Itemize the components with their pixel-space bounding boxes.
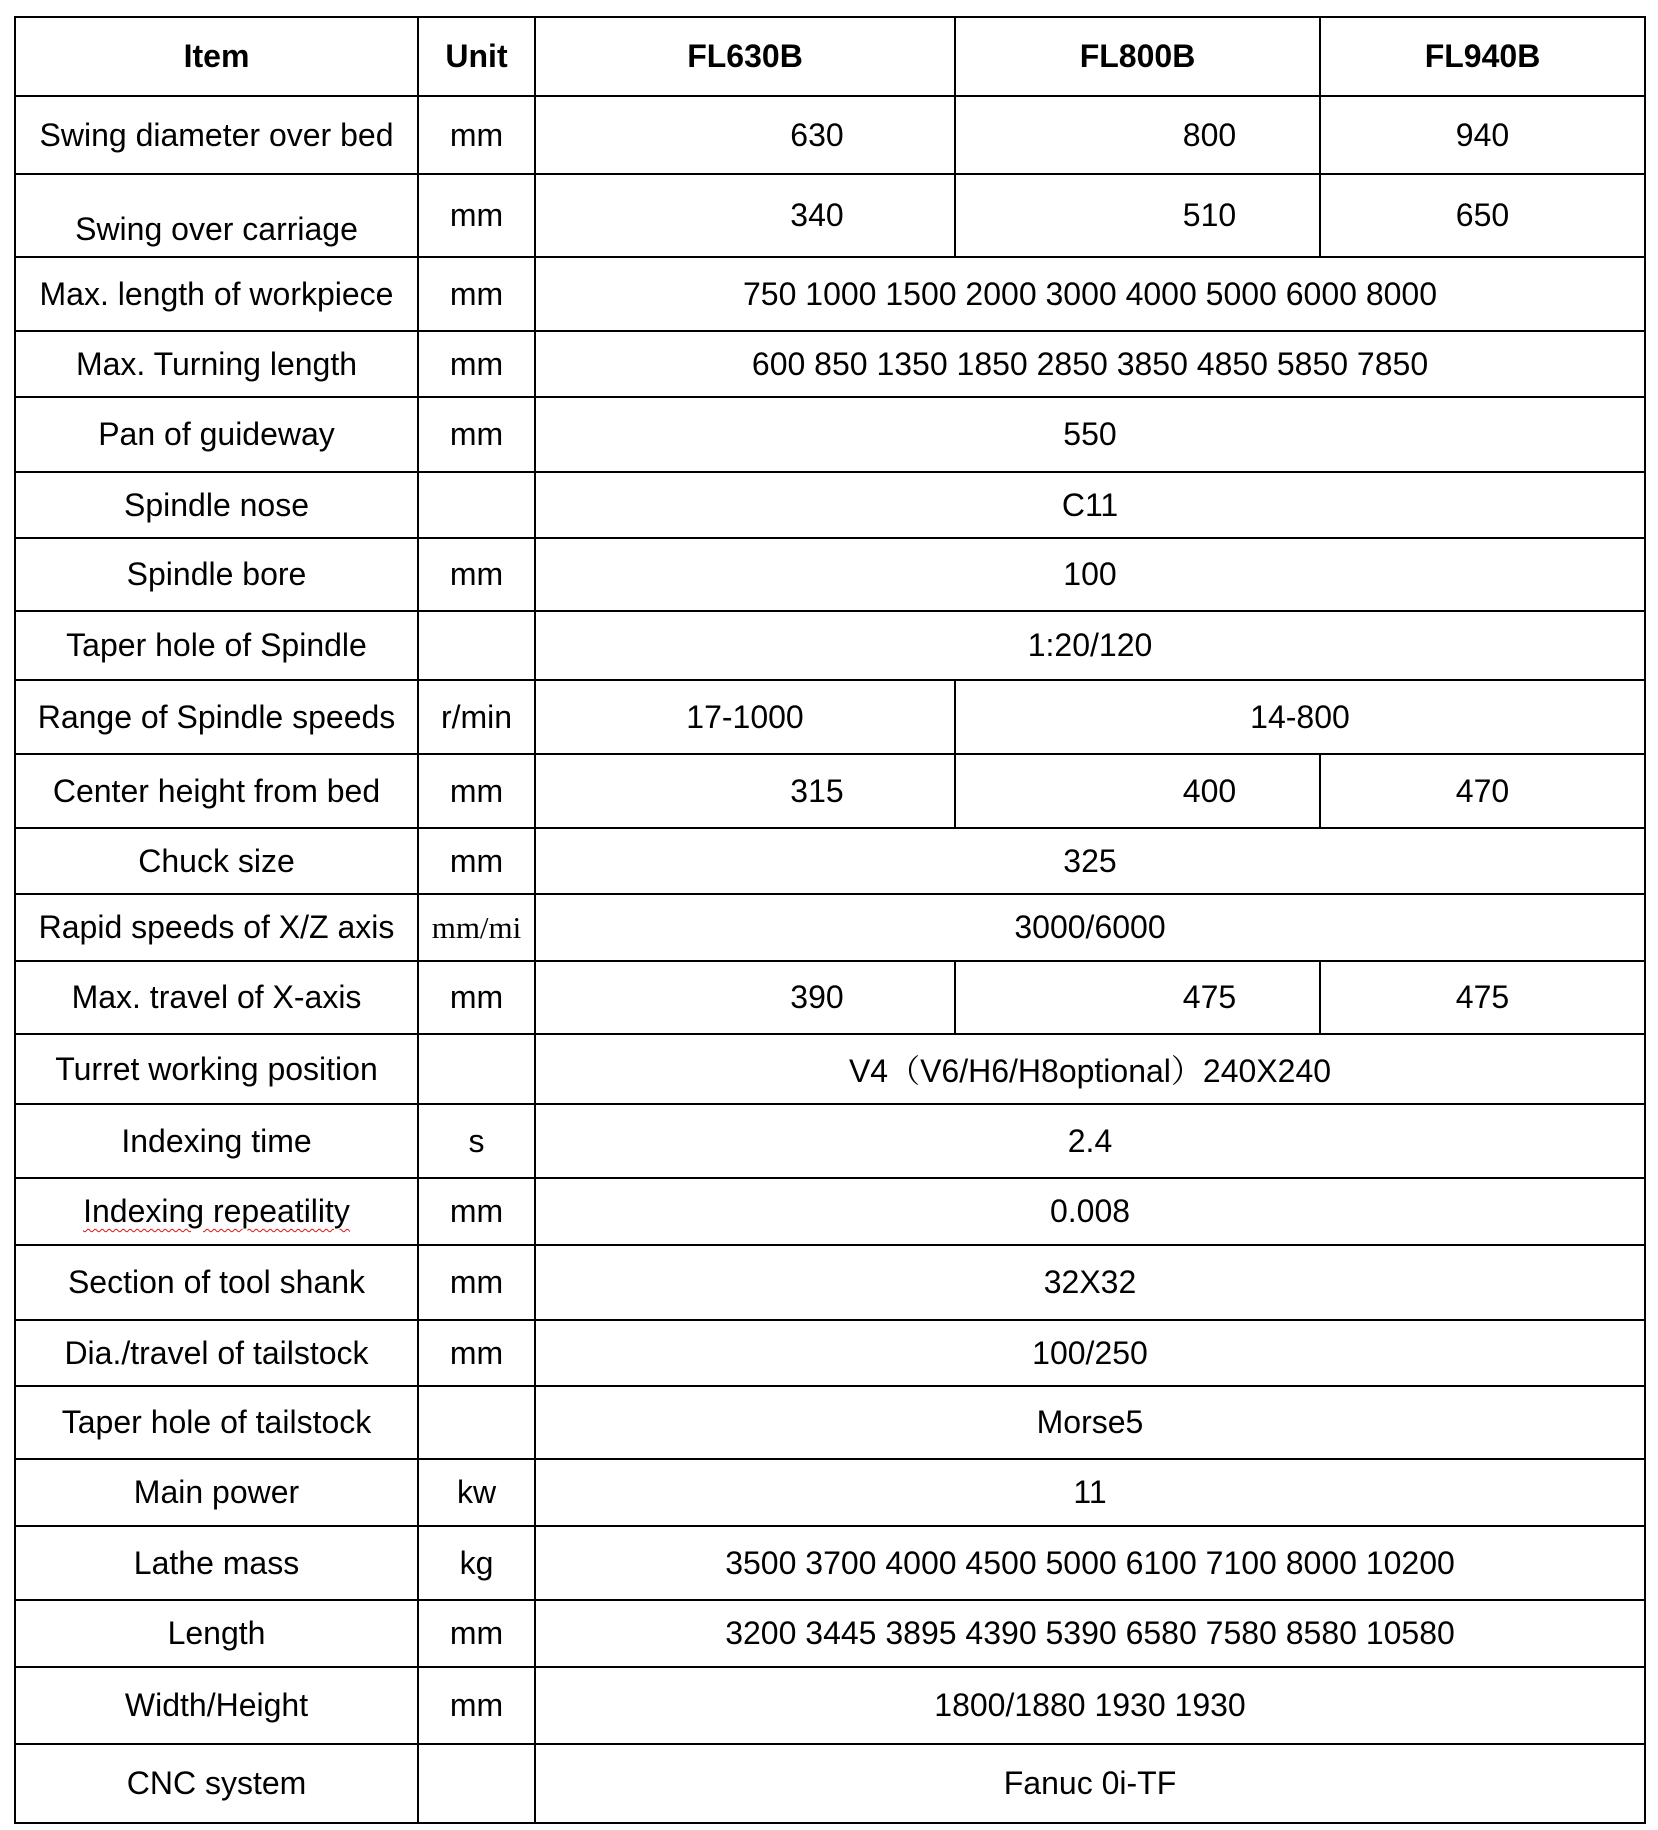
table-row — [15, 257, 1645, 331]
table-row — [15, 1744, 1645, 1823]
table-row — [15, 331, 1645, 397]
item-cell: Pan of guideway — [15, 397, 418, 472]
header-model-c: FL940B — [1320, 17, 1645, 96]
unit-cell: mm — [418, 754, 535, 828]
value-cell-all: 1:20/120 — [535, 611, 1645, 680]
value-cell-all: 3500 3700 4000 4500 5000 6100 7100 8000 10200 — [535, 1526, 1645, 1600]
item-cell: Taper hole of tailstock — [15, 1386, 418, 1459]
unit-cell: mm — [418, 538, 535, 611]
unit-cell: mm — [418, 331, 535, 397]
header-model-b: FL800B — [955, 17, 1320, 96]
value-cell-all: 3000/6000 — [535, 894, 1645, 961]
table-row — [15, 1245, 1645, 1320]
value-cell-all: C11 — [535, 472, 1645, 538]
unit-cell: mm — [418, 961, 535, 1034]
table-row — [15, 1459, 1645, 1526]
item-cell: Taper hole of Spindle — [15, 611, 418, 680]
value-cell-b: 475 — [955, 961, 1320, 1034]
value-cell-all: 2.4 — [535, 1104, 1645, 1178]
table-row — [15, 961, 1645, 1034]
unit-cell: mm — [418, 397, 535, 472]
value-cell-c: 650 — [1320, 174, 1645, 257]
header-row — [15, 17, 1645, 96]
value-cell-b: 400 — [955, 754, 1320, 828]
value-cell-a: 390 — [535, 961, 955, 1034]
value-cell-a: 340 — [535, 174, 955, 257]
spec-table — [14, 16, 1646, 1824]
value-cell-b: 510 — [955, 174, 1320, 257]
unit-cell: mm — [418, 1667, 535, 1744]
item-cell: Width/Height — [15, 1667, 418, 1744]
value-cell-all: 32X32 — [535, 1245, 1645, 1320]
item-cell: Spindle bore — [15, 538, 418, 611]
value-cell-all: Fanuc 0i-TF — [535, 1744, 1645, 1823]
table-row — [15, 1667, 1645, 1744]
value-cell-all: 0.008 — [535, 1178, 1645, 1245]
unit-cell: r/min — [418, 680, 535, 754]
value-cell-a: 630 — [535, 96, 955, 174]
item-cell: Center height from bed — [15, 754, 418, 828]
unit-cell: kw — [418, 1459, 535, 1526]
value-cell-all: 100 — [535, 538, 1645, 611]
table-row — [15, 96, 1645, 174]
unit-cell: mm — [418, 1245, 535, 1320]
table-row — [15, 1034, 1645, 1104]
item-cell: Swing over carriage — [15, 174, 418, 257]
unit-cell: mm — [418, 828, 535, 894]
table-row — [15, 1320, 1645, 1386]
item-cell: CNC system — [15, 1744, 418, 1823]
item-label: Indexing repeatility — [83, 1193, 350, 1229]
item-cell: Max. travel of X-axis — [15, 961, 418, 1034]
item-cell — [15, 1178, 418, 1245]
table-row — [15, 1178, 1645, 1245]
unit-cell — [418, 611, 535, 680]
item-cell: Spindle nose — [15, 472, 418, 538]
unit-cell: mm — [418, 96, 535, 174]
table-row — [15, 174, 1645, 257]
item-cell: Length — [15, 1600, 418, 1667]
table-row — [15, 828, 1645, 894]
unit-cell — [418, 472, 535, 538]
table-row — [15, 1386, 1645, 1459]
header-model-a: FL630B — [535, 17, 955, 96]
table-row — [15, 472, 1645, 538]
header-unit: Unit — [418, 17, 535, 96]
table-row — [15, 397, 1645, 472]
unit-cell: s — [418, 1104, 535, 1178]
table-row — [15, 1600, 1645, 1667]
unit-cell — [418, 1744, 535, 1823]
item-cell: Rapid speeds of X/Z axis — [15, 894, 418, 961]
value-cell-all: 11 — [535, 1459, 1645, 1526]
unit-cell: kg — [418, 1526, 535, 1600]
value-cell-all: Morse5 — [535, 1386, 1645, 1459]
header-item: Item — [15, 17, 418, 96]
value-cell-c: 470 — [1320, 754, 1645, 828]
item-cell: Max. Turning length — [15, 331, 418, 397]
value-cell-b: 800 — [955, 96, 1320, 174]
value-cell-c: 475 — [1320, 961, 1645, 1034]
value-cell-all: 325 — [535, 828, 1645, 894]
value-cell-all: 750 1000 1500 2000 3000 4000 5000 6000 8000 — [535, 257, 1645, 331]
table-row — [15, 1526, 1645, 1600]
item-cell: Chuck size — [15, 828, 418, 894]
unit-cell — [418, 1386, 535, 1459]
unit-cell: mm — [418, 1320, 535, 1386]
unit-cell — [418, 1034, 535, 1104]
value-cell-all: 600 850 1350 1850 2850 3850 4850 5850 7850 — [535, 331, 1645, 397]
value-cell-bc: 14-800 — [955, 680, 1645, 754]
value-cell-a: 17-1000 — [535, 680, 955, 754]
value-cell-all: V4（V6/H6/H8optional）240X240 — [535, 1034, 1645, 1104]
unit-cell: mm — [418, 1600, 535, 1667]
value-cell-a: 315 — [535, 754, 955, 828]
value-cell-c: 940 — [1320, 96, 1645, 174]
table-row — [15, 680, 1645, 754]
value-cell-all: 100/250 — [535, 1320, 1645, 1386]
item-cell: Dia./travel of tailstock — [15, 1320, 418, 1386]
table-row — [15, 611, 1645, 680]
table-row — [15, 754, 1645, 828]
item-cell: Swing diameter over bed — [15, 96, 418, 174]
item-cell: Max. length of workpiece — [15, 257, 418, 331]
unit-cell: mm/mi — [418, 894, 535, 961]
unit-cell: mm — [418, 257, 535, 331]
item-cell: Lathe mass — [15, 1526, 418, 1600]
table-row — [15, 538, 1645, 611]
value-cell-all: 550 — [535, 397, 1645, 472]
unit-cell: mm — [418, 1178, 535, 1245]
value-cell-all: 1800/1880 1930 1930 — [535, 1667, 1645, 1744]
item-cell: Range of Spindle speeds — [15, 680, 418, 754]
item-cell: Main power — [15, 1459, 418, 1526]
item-cell: Indexing time — [15, 1104, 418, 1178]
table-row — [15, 894, 1645, 961]
value-cell-all: 3200 3445 3895 4390 5390 6580 7580 8580 10580 — [535, 1600, 1645, 1667]
table-row — [15, 1104, 1645, 1178]
item-cell: Turret working position — [15, 1034, 418, 1104]
item-cell: Section of tool shank — [15, 1245, 418, 1320]
unit-cell: mm — [418, 174, 535, 257]
